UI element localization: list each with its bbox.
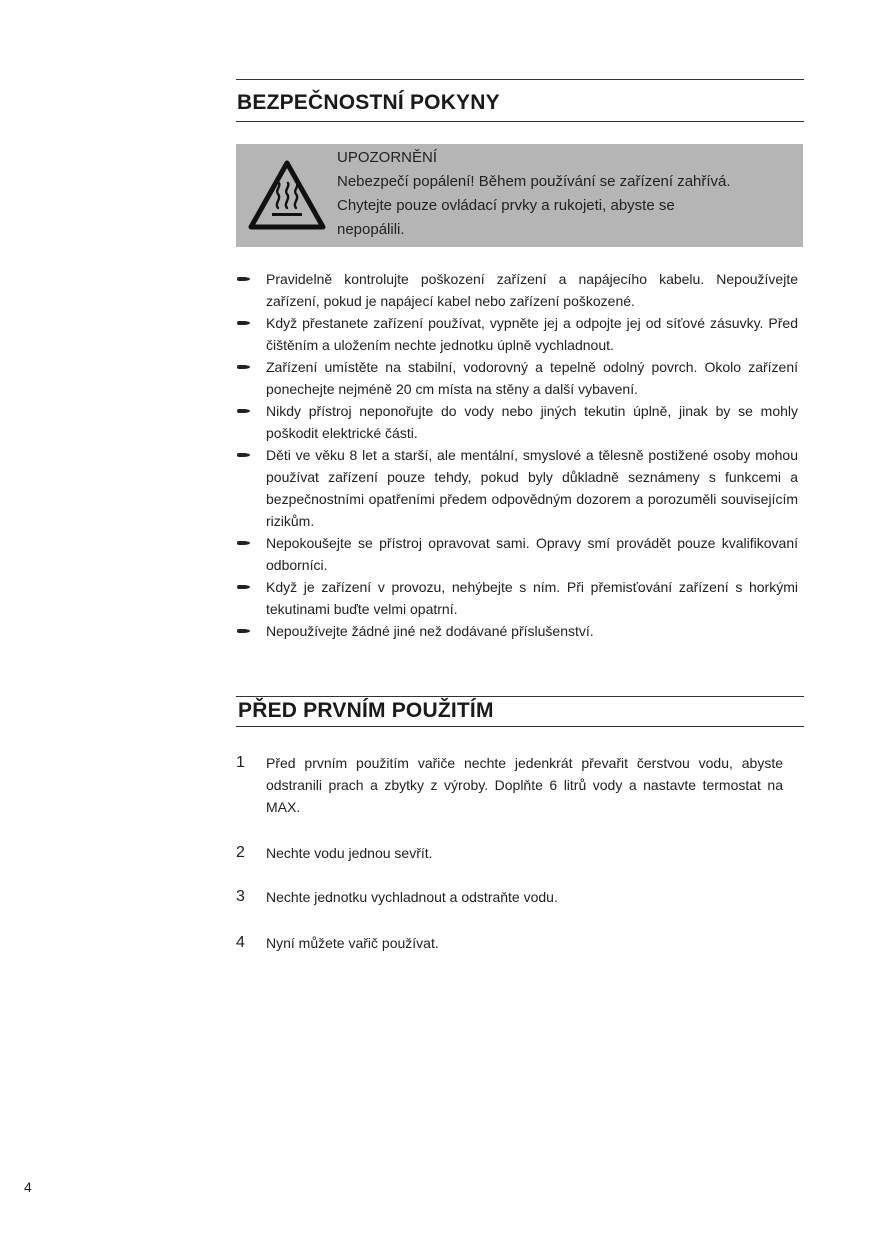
- list-item: [236, 620, 798, 642]
- warning-line: nepopálili.: [337, 221, 405, 238]
- step-text: Nechte jednotku vychladnout a odstraňte vodu.: [266, 889, 558, 905]
- step-text: Nyní můžete vařič používat.: [266, 935, 439, 951]
- bullet-icon: [237, 629, 250, 633]
- safety-section-header: [236, 79, 804, 122]
- step-text: Před prvním použitím vařiče nechte jedenkrát převařit čerstvou vodu, abyste odstranili prach a zbytky z výroby. Doplňte 6 litrů vody a nastavte termostat na MAX.: [266, 755, 783, 815]
- bullet-icon: [237, 365, 250, 369]
- step-number: 4: [236, 934, 245, 951]
- bullet-icon: [237, 541, 250, 545]
- warning-line: Chytejte pouze ovládací prvky a rukojeti, abyste se: [337, 197, 675, 214]
- bullet-icon: [237, 277, 250, 281]
- first-use-section-header: [236, 696, 804, 727]
- list-item: [236, 400, 798, 444]
- hot-surface-warning-icon: [248, 160, 326, 230]
- list-item-text: Pravidelně kontrolujte poškození zařízení a napájecího kabelu. Nepoužívejte zařízení, pokud je napájecí kabel nebo zařízení poškozené.: [266, 271, 798, 309]
- warning-line: Nebezpečí popálení! Během používání se zařízení zahřívá.: [337, 173, 731, 190]
- list-item: [236, 312, 798, 356]
- list-item: [236, 444, 798, 532]
- page-number: 4: [24, 1179, 32, 1195]
- list-item-text: Děti ve věku 8 let a starší, ale mentální, smyslové a tělesně postižené osoby mohou používat zařízení pouze tehdy, pokud byly důkladně seznámeny s funkcemi a bezpečnostními opatřeními předem odpovědným dozorem a porozuměli souvisejícím rizikům.: [266, 447, 798, 529]
- list-item-text: Zařízení umístěte na stabilní, vodorovný a tepelně odolný povrch. Okolo zařízení ponechejte nejméně 20 cm místa na stěny a další vybavení.: [266, 359, 798, 397]
- warning-box: [236, 144, 803, 247]
- first-use-title: PŘED PRVNÍM POUŽITÍM: [238, 699, 494, 722]
- warning-text: [337, 146, 797, 242]
- step-number: 1: [236, 754, 245, 771]
- list-item-text: Nepokoušejte se přístroj opravovat sami. Opravy smí provádět pouze kvalifikovaní odborníci.: [266, 535, 798, 573]
- bullet-icon: [237, 585, 250, 589]
- list-item: [236, 268, 798, 312]
- list-item: [236, 356, 798, 400]
- step-number: 2: [236, 844, 245, 861]
- list-item-text: Když je zařízení v provozu, nehýbejte s ním. Při přemisťování zařízení s horkými tekutinami buďte velmi opatrní.: [266, 579, 798, 617]
- bullet-icon: [237, 409, 250, 413]
- step-text: Nechte vodu jednou sevřít.: [266, 845, 433, 861]
- safety-list: [236, 268, 798, 642]
- bullet-icon: [237, 321, 250, 325]
- bullet-icon: [237, 453, 250, 457]
- list-item: [236, 532, 798, 576]
- list-item-text: Nikdy přístroj neponořujte do vody nebo jiných tekutin úplně, jinak by se mohly poškodit elektrické části.: [266, 403, 798, 441]
- warning-heading: UPOZORNĚNÍ: [337, 149, 438, 166]
- list-item-text: Nepoužívejte žádné jiné než dodávané příslušenství.: [266, 623, 594, 639]
- step-number: 3: [236, 888, 245, 905]
- safety-title: BEZPEČNOSTNÍ POKYNY: [237, 91, 500, 114]
- list-item: [236, 576, 798, 620]
- list-item-text: Když přestanete zařízení používat, vypněte jej a odpojte jej od síťové zásuvky. Před čištěním a uložením nechte jednotku úplně vychladnout.: [266, 315, 798, 353]
